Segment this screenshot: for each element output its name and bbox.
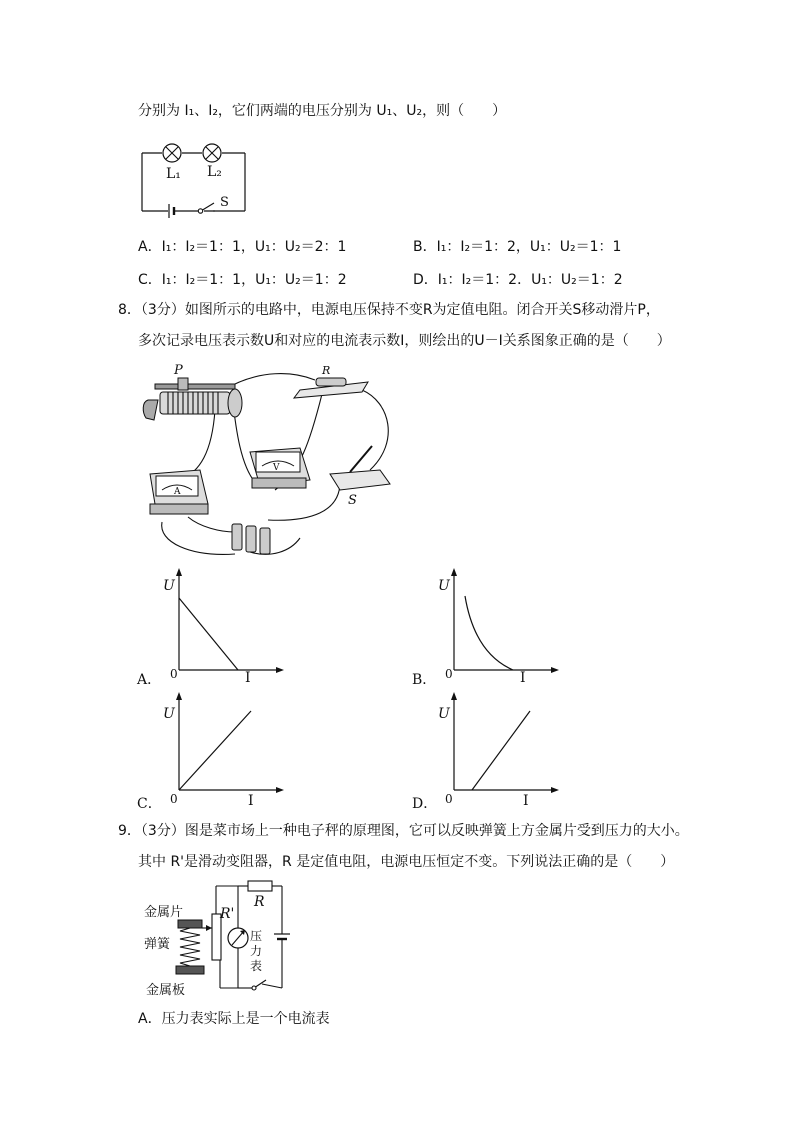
graph-d-y-label: U [438,706,450,722]
meter-label-3: 表 [250,959,263,973]
lamp-l2-icon [203,144,221,162]
q8-graph-c [135,692,285,814]
graph-d-option: D． [412,796,438,812]
switch-icon [198,203,214,213]
graph-a-option: A． [137,672,162,688]
graph-a-y-label: U [163,578,175,594]
q9-stem-line1: 9．（3分）图是菜市场上一种电子秤的原理图，它可以反映弹簧上方金属片受到压力的大小。 [118,823,689,839]
q7-option-a: A．I₁：I₂＝1：1，U₁：U₂＝2：1 [138,239,347,255]
lamp-l1-label: L₁ [166,166,181,182]
meter-label-1: 压 [250,929,263,943]
graph-b-x-label: I [520,670,526,686]
graph-b-y-label: U [438,578,450,594]
q7-stem-tail: 分别为 I₁、I₂，它们两端的电压分别为 U₁、U₂，则（ ） [138,103,507,119]
graph-b-curve [465,596,513,670]
q8-graph-a [135,568,285,690]
fixed-resistor-icon [248,881,272,891]
voltmeter-icon [250,448,310,488]
q7-option-c: C．I₁：I₂＝1：1，U₁：U₂＝1：2 [138,272,347,288]
graph-c-line [179,711,251,790]
metal-plate-label: 金属板 [146,983,186,998]
graph-c-origin: 0 [170,792,178,806]
spring-icon [180,928,200,966]
knife-switch-icon [330,446,390,490]
resistor-icon [294,378,368,398]
metal-sheet-icon [178,920,202,928]
graph-b-option: B． [412,672,437,688]
meter-label-2: 力 [250,944,263,958]
graph-c-x-label: I [248,793,254,809]
r-prime-label: R' [220,906,235,922]
battery-icon [169,204,174,218]
switch-label: S [348,493,357,508]
r-label: R [254,894,265,910]
graph-c-y-label: U [163,706,175,722]
battery-icon [274,928,290,946]
lamp-l1-icon [163,144,181,162]
switch-icon [252,980,266,990]
graph-a-line [179,598,238,670]
graph-b-origin: 0 [445,667,453,681]
ammeter-label: A [174,487,181,497]
q7-circuit-diagram [130,136,260,218]
resistor-label: R [322,364,331,377]
q8-graph-b [410,568,560,690]
graph-d-x-label: I [523,793,529,809]
q9-option-a: A．压力表实际上是一个电流表 [138,1011,330,1027]
spring-label: 弹簧 [144,937,171,952]
voltmeter-label: V [273,463,280,473]
q9-stem-line2: 其中 R'是滑动变阻器，R 是定值电阻，电源电压恒定不变。下列说法正确的是（ ） [138,854,675,870]
switch-label: S [220,195,229,210]
graph-d-origin: 0 [445,792,453,806]
graph-d-line [472,711,530,790]
battery-cells-icon [232,524,270,554]
metal-plate-icon [176,966,204,974]
q9-scale-diagram [140,876,310,1001]
q7-option-b: B．I₁：I₂＝1：2，U₁：U₂＝1：1 [413,239,622,255]
q8-stem-line2: 多次记录电压表示数U和对应的电流表示数I，则绘出的U－I关系图象正确的是（ ） [138,333,671,349]
metal-sheet-label: 金属片 [144,905,184,920]
lamp-l2-label: L₂ [207,164,222,180]
pressure-gauge-icon [228,928,248,948]
slider-label: P [174,363,183,378]
graph-a-x-label: I [245,670,251,686]
q8-graph-d [410,692,560,814]
rheostat-icon [143,378,242,420]
graph-a-origin: 0 [170,667,178,681]
graph-c-option: C． [137,796,162,812]
q7-option-d: D．I₁：I₂＝1：2．U₁：U₂＝1：2 [413,272,623,288]
q8-apparatus-diagram [140,362,400,562]
q8-stem-line1: 8．（3分）如图所示的电路中，电源电压保持不变R为定值电阻。闭合开关S移动滑片P， [118,302,660,318]
